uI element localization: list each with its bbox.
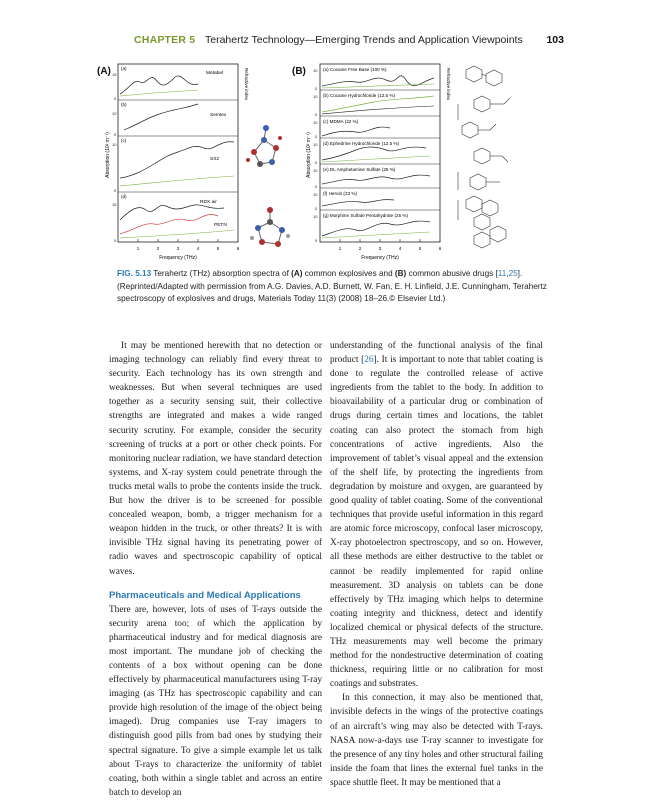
svg-text:10: 10 — [313, 120, 318, 125]
caption-text-3: common abusive drugs [ — [406, 269, 498, 278]
panel-b-label: (B) — [292, 66, 306, 77]
a-tag-b: (b) — [121, 102, 127, 107]
a-xtick-6: 6 — [236, 246, 240, 251]
trace-cocaine-index — [322, 84, 434, 88]
a-name-semtex: Semtex — [210, 113, 227, 118]
a-xtick-5: 5 — [216, 246, 220, 251]
caption-bold-b: (B) — [394, 269, 407, 278]
caption-text-2: common explosives and — [302, 269, 395, 278]
figure-graphic — [94, 60, 564, 266]
left-paragraph-2: There are, however, lots of uses of T-rays outside the security arena too; of which the application by pharmaceutical industry and for medical diagnosis are most important. The mundane job of checking the contents of a box without opening can be done effectively by pharmaceutical manufacturers using T-ray imaging (as THz has spectroscopic capability and can provide high resolution of the image of the object being imaged). Drug companies use T-ray imagers to distinguish good pills from bad ones by studying their spectral signature. To give a simple example let us talk about T-rays to characterize the uniformity of tablet coating, both within a single tablet and across an entire batch to develop an — [109, 604, 322, 798]
a-tag-a: (a) — [121, 66, 127, 71]
trace-ephedrine-index — [322, 156, 430, 162]
molecule-structure-2 — [250, 207, 290, 247]
a-tag-d: (d) — [121, 194, 127, 199]
a-name-sx2: SX2 — [210, 157, 220, 162]
panel-a-label: (A) — [97, 66, 111, 77]
b-xtick-5: 5 — [418, 246, 422, 251]
caption-label: FIG. 5.13 — [117, 269, 152, 278]
left-paragraph-1: It may be mentioned herewith that no detection or imaging technology can reliably find every threat to security. Each technology has its own strength and weaknesses. But when several techniques are used together as a security sensing suit, their collective strengths are integrated and makes a wide ranged security scrutiny. For example, consider the security screening of trucks at a port or other check points. For monitoring nuclear radiation, we have standard detection systems, and X-ray system could penetrate through the trucks metal walls to probe the contents inside the truck. But how the driver is to be screened for possible concealed weapon, bomb, a trigger mechanism for a weapon hidden in the truck, or other threats? It is with invisible THz signal having its penetrating power of radio waves and spectroscopic capability of optical waves. — [109, 341, 322, 577]
svg-text:0: 0 — [315, 134, 318, 139]
svg-text:0: 0 — [315, 86, 318, 91]
caption-text-4: ]. (Reprinted/Adapted with permission from A.G. Davies, A.D. Burnett, W. Fan, E. H. Linfield, J.E. Cunningham, Terahertz spectroscopy of explosives and drugs, Materials Today 11(3) (2008) 18–26.© Elsevier Ltd.) — [117, 269, 547, 303]
panel-b-plot — [306, 64, 451, 261]
svg-text:0: 0 — [114, 188, 117, 193]
b-xtick-1: 1 — [338, 246, 342, 251]
panel-a-plot — [105, 64, 249, 261]
a-xtick-3: 3 — [176, 246, 180, 251]
svg-text:0: 0 — [315, 160, 318, 165]
figure-5-13 — [94, 60, 564, 266]
citation-26[interactable]: 26 — [364, 355, 374, 366]
trace-heroin — [322, 200, 394, 206]
b-xtick-3: 3 — [378, 246, 382, 251]
page-number: 103 — [546, 34, 564, 46]
running-header — [0, 34, 648, 50]
trace-cocaine-hcl-abs — [322, 106, 434, 114]
svg-text:10: 10 — [313, 142, 318, 147]
svg-text:0: 0 — [114, 238, 117, 243]
b-trace-d: (d) Ephedrine Hydrochloride (12.5 %) — [323, 141, 400, 146]
b-xtick-6: 6 — [438, 246, 442, 251]
a-tag-c: (c) — [121, 138, 127, 143]
a-right-axis-label: Refractive index — [244, 67, 249, 101]
b-x-axis-label: Frequency (THz) — [361, 255, 399, 261]
b-xtick-2: 2 — [358, 246, 362, 251]
caption-citation-11[interactable]: 11 — [497, 269, 507, 278]
right-paragraph-1a: understanding of the functional analysis of the final product [ — [330, 341, 543, 366]
b-trace-c: (c) MDMA (22 %) — [323, 119, 359, 124]
right-paragraph-2: In this connection, it may also be mentioned that, invisible defects in the wings of the protective coatings of an aircraft’s wing may also be detected with T-rays. NASA now-a-days use T-ray scanner to investigate for the presence of any tiny holes and other structural failing inside the foam that lines the external fuel tanks in the space shuttle fleet. It may be mentioned that a — [330, 693, 543, 788]
trace-morphine — [322, 221, 430, 236]
trace-rdx — [120, 205, 224, 220]
a-xtick-1: 1 — [136, 246, 140, 251]
a-name-petn: PETN — [214, 223, 227, 228]
caption-citation-25[interactable]: 25 — [508, 269, 518, 278]
trace-petn-index — [120, 230, 234, 238]
b-xtick-4: 4 — [398, 246, 402, 251]
a-xtick-2: 2 — [156, 246, 160, 251]
chapter-title: Terahertz Technology—Emerging Trends and Application Viewpoints — [205, 34, 523, 46]
svg-text:10: 10 — [112, 142, 117, 147]
trace-amphetamine — [322, 175, 430, 184]
svg-text:0: 0 — [114, 96, 117, 101]
svg-text:15: 15 — [112, 202, 117, 207]
b-trace-g: (g) Morphine Sulfate Pentahydrate (25 %) — [323, 213, 409, 218]
trace-cocaine-hcl — [322, 96, 434, 112]
svg-text:0: 0 — [315, 184, 318, 189]
a-name-metabel: Metabel — [206, 71, 224, 76]
figure-caption — [117, 268, 557, 306]
b-trace-e: (e) DL Amphetamine Sulfate (25 %) — [323, 167, 396, 172]
left-column — [109, 339, 322, 800]
trace-mdma — [322, 127, 390, 136]
svg-text:10: 10 — [313, 94, 318, 99]
b-trace-a: (a) Cocaine Free Base (100 %) — [323, 67, 387, 72]
a-name-rdx: RDX air — [200, 200, 217, 205]
svg-text:15: 15 — [112, 72, 117, 77]
svg-text:10: 10 — [313, 68, 318, 73]
svg-text:0: 0 — [315, 238, 318, 243]
caption-text-1: Terahertz (THz) absorption spectra of — [151, 269, 292, 278]
trace-metabel-index — [120, 90, 198, 96]
chapter-label: CHAPTER 5 — [134, 34, 196, 46]
trace-ephedrine — [322, 147, 426, 160]
svg-text:0: 0 — [315, 206, 318, 211]
trace-metabel — [120, 76, 198, 94]
a-x-axis-label: Frequency (THz) — [159, 255, 197, 261]
caption-sep: , — [506, 269, 509, 278]
svg-text:10: 10 — [313, 214, 318, 219]
b-trace-b: (b) Cocaine Hydrochloride (12.5 %) — [323, 93, 395, 98]
trace-petn — [120, 214, 218, 234]
caption-bold-a: (A) — [291, 269, 303, 278]
trace-sx2-index — [120, 176, 234, 186]
svg-text:10: 10 — [112, 111, 117, 116]
svg-text:0: 0 — [315, 112, 318, 117]
b-y-axis-label: Absorption (10² m⁻¹) — [306, 132, 312, 178]
b-trace-f: (f) Heroin (23 %) — [323, 191, 357, 196]
right-paragraph-1 — [330, 339, 543, 691]
molecule-structure-1 — [246, 125, 282, 167]
chemical-structures — [458, 66, 510, 248]
b-right-axis-label: Refractive index — [446, 67, 451, 101]
right-paragraph-1b: ]. It is important to note that tablet coating is done to regulate the controlled release of active ingredients from the tablet to the body. In addition to bioavailability of a particular drug or combination of drugs during certain times and locations, the tablet coating can also protect the stomach from high concentrations of active ingredients. Also the improvement of tablet’s visual appeal and the extension of the shelf life, by protecting the ingredients from degradation by moisture and oxygen, are guaranteed by good quality of tablet coating. Some of the conventional techniques that provide useful information in this regard are atomic force microscopy, confocal laser microscopy, X-ray photoelectron spectroscopy, and so on. However, all these methods are either destructive to the tablet or cannot be readily implemented for rapid online measurement. 3D analysis on tablets can be done effectively by THz imaging which helps to determine coating integrity and thickness, detect and identify localized chemical or physical defects of the structure. THz measurements may well become the primary method for the nondestructive determination of coating thickness, requiring little or no calibration for most coatings and substrates. — [330, 355, 543, 690]
right-column — [330, 339, 543, 790]
svg-text:10: 10 — [313, 192, 318, 197]
svg-text:0: 0 — [114, 132, 117, 137]
a-y-axis-label: Absorption (10² m⁻¹) — [105, 132, 111, 178]
a-xtick-4: 4 — [196, 246, 200, 251]
section-heading: Pharmaceuticals and Medical Applications — [109, 589, 301, 601]
trace-morphine-index — [322, 232, 430, 238]
trace-semtex — [124, 104, 198, 130]
svg-text:10: 10 — [313, 168, 318, 173]
